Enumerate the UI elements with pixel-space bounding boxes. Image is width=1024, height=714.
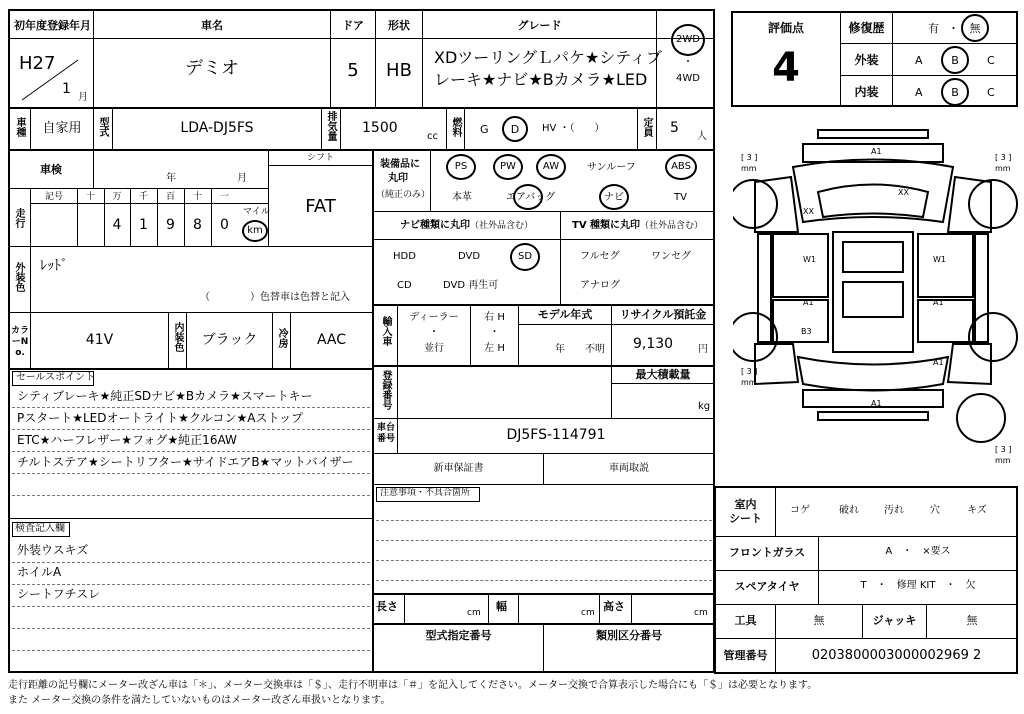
navi-type-label: ナビ種類に丸印（社外品含む） [400, 220, 534, 231]
registration-label: 登録番号 [380, 370, 391, 410]
seat-option: キズ [967, 505, 987, 516]
equip-abs: ABS [671, 161, 691, 172]
caution-label: 注意事項・不具合箇所 [380, 488, 471, 498]
exterior-grade-label: 外装 [854, 53, 879, 67]
height-unit: cm [694, 608, 708, 618]
int-a: A [915, 86, 923, 99]
repair-yes: 有 [928, 22, 939, 35]
navi-hdd: HDD [393, 251, 416, 262]
displacement-unit: cc [427, 131, 438, 142]
import-dealer: ディーラー [409, 312, 459, 323]
category-label: 類別区分番号 [596, 629, 662, 642]
exterior-color: ﾚｯﾄﾞ [40, 258, 68, 274]
manage-label: 管理番号 [723, 649, 768, 662]
equipment-sub: （純正のみ） [376, 190, 431, 200]
int-c: C [987, 86, 995, 99]
tv-analog: アナログ [580, 280, 620, 291]
glass-options: A ・ ×要ス [885, 546, 951, 557]
damage-label: A1 [933, 298, 944, 307]
inspection-year-unit: 年 [166, 173, 176, 184]
navi-cd: CD [397, 280, 412, 291]
exterior-color-note: （ ）色替車は色替と記入 [200, 292, 350, 303]
tread-depth: [ 3 ] [995, 445, 1012, 454]
tread-unit: mm [995, 456, 1011, 465]
tools-label: 工具 [734, 614, 757, 627]
footer-line2: また メーター交換の条件を満たしていないものはメーター改ざん車扱いとなります。 [8, 695, 391, 706]
recycle-unit: 円 [698, 344, 708, 355]
capacity-label: 定員 [641, 117, 652, 137]
km-label: km [247, 225, 263, 236]
shape-label: 形状 [388, 19, 410, 32]
car-body-diagram [733, 122, 1018, 478]
equip-airbag: エアバッグ [506, 192, 556, 203]
spare-label: スペアタイヤ [734, 580, 800, 593]
fuel-g: G [480, 123, 489, 136]
damage-label: W1 [803, 255, 816, 264]
tv-fullseg: フルセグ [580, 251, 620, 262]
shift: FAT [305, 196, 336, 217]
shape: HB [386, 60, 412, 81]
length-label: 長さ [376, 600, 398, 613]
mile-label: マイル [243, 207, 270, 217]
import-dot-2: ・ [489, 327, 500, 338]
ext-c: C [987, 54, 995, 67]
type-cert-label: 型式指定番号 [425, 629, 492, 642]
chassis: DJ5FS-114791 [506, 427, 606, 443]
import-dot: ・ [429, 327, 439, 338]
navi-dvd-play: DVD 再生可 [443, 280, 499, 291]
capacity: 5 [670, 120, 679, 136]
seat-option: 穴 [930, 505, 940, 516]
mileage-header: 十 [192, 192, 202, 202]
tread-unit: mm [995, 164, 1011, 173]
tv-oneseg: ワンセグ [651, 251, 691, 262]
recycle-label: リサイクル預託金 [619, 308, 707, 321]
displacement: 1500 [362, 120, 398, 136]
mileage-digit: 9 [166, 217, 175, 233]
mileage-symbol-label: 記号 [44, 192, 63, 202]
inspector-label: 検査記入欄 [15, 523, 65, 534]
interior-color: ブラック [201, 332, 258, 348]
seat-label: 室内 シート [729, 498, 762, 525]
car-name: デミオ [185, 58, 239, 79]
navi-dvd: DVD [458, 251, 481, 262]
ac: AAC [316, 332, 347, 348]
capacity-unit: 人 [697, 131, 707, 142]
color-no-label: カラーNo. [10, 326, 29, 358]
inspection-month-unit: 月 [237, 173, 247, 184]
interior-color-label: 内装色 [172, 322, 183, 352]
equip-pw: PW [500, 161, 516, 172]
damage-label: A1 [871, 399, 882, 408]
tools: 無 [813, 614, 825, 627]
jack: 無 [966, 614, 978, 627]
slash-divider [20, 58, 80, 102]
warranty: 新車保証書 [433, 463, 484, 474]
jack-label: ジャッキ [872, 614, 917, 627]
drive-2wd: 2WD [676, 34, 700, 45]
sales-points-label: セールスポイント [16, 372, 96, 383]
spare-options: T ・ 修理 KIT ・ 欠 [860, 580, 976, 591]
inspection-label: 車検 [40, 163, 62, 176]
manage-number: 0203800003000002969 2 [811, 648, 982, 663]
damage-label: XX [803, 207, 814, 216]
first-reg-month: 1 [62, 81, 71, 97]
sales-point-line: チルトステア★シートリフター★サイドエアB★マットバイザー [17, 455, 354, 469]
import-parallel: 並行 [424, 343, 444, 354]
damage-label: A1 [803, 298, 814, 307]
model: LDA-DJ5FS [180, 120, 254, 136]
doors: 5 [347, 60, 359, 81]
repair-dot: ・ [948, 22, 959, 35]
height-label: 高さ [603, 600, 625, 613]
damage-label: B3 [801, 327, 812, 336]
first-reg-era: H27 [19, 53, 56, 74]
length-unit: cm [467, 608, 481, 618]
ext-b: B [951, 54, 959, 67]
equip-leather: 本革 [452, 192, 472, 203]
seat-option: コゲ [790, 505, 810, 516]
tread-depth: [ 3 ] [995, 153, 1012, 162]
displacement-label: 排気量 [325, 111, 336, 141]
equip-sunroof: サンルーフ [587, 162, 636, 173]
damage-label: XX [898, 188, 909, 197]
mileage-digit: 0 [220, 217, 229, 233]
model-year-unit: 年 [555, 344, 565, 355]
max-load-label: 最大積載量 [635, 368, 691, 381]
mileage-header: 千 [138, 192, 148, 202]
shift-label: シフト [306, 153, 334, 163]
equipment-label-1: 装備品に [380, 159, 420, 170]
equip-tv: TV [674, 192, 687, 203]
seat-option: 汚れ [884, 505, 904, 516]
damage-label: W1 [933, 255, 946, 264]
max-load-unit: kg [698, 401, 711, 412]
inspector-note-line: ホイルA [17, 565, 62, 579]
tread-unit: mm [741, 378, 757, 387]
import-left: 左 H [484, 343, 505, 354]
width-label: 幅 [496, 600, 507, 613]
width-unit: cm [581, 608, 595, 618]
manual: 車両取説 [609, 463, 649, 474]
mileage-label: 走行 [13, 208, 24, 228]
mileage-digit: 4 [112, 217, 122, 233]
fuel-d: D [510, 123, 520, 136]
int-b: B [951, 86, 959, 99]
grade-label: グレード [517, 19, 562, 32]
equipment-label-2: 丸印 [388, 173, 408, 184]
mileage-header: 百 [165, 192, 175, 202]
import-label: 輸入車 [380, 316, 391, 346]
chassis-label: 車台 番号 [376, 423, 395, 444]
grade-line2: レーキ★ナビ★Bカメラ★LED [434, 70, 648, 89]
score-value: 4 [772, 45, 800, 91]
mileage-header: 万 [112, 192, 122, 202]
inspector-note-line: シートフチスレ [17, 587, 101, 601]
equip-ps: PS [454, 161, 468, 172]
import-right: 右 H [484, 312, 505, 323]
doors-label: ドア [342, 19, 364, 32]
sales-point-line: Pスタート★LEDオートライト★クルコン★Aストップ [17, 411, 304, 425]
grade-line1: XDツーリングＬパケ★シティブ [434, 48, 663, 67]
inspector-note-line: 外装ウスキズ [17, 543, 89, 557]
model-year-unknown: 不明 [585, 344, 605, 355]
color-no: 41V [85, 332, 114, 348]
damage-label: A1 [871, 147, 882, 156]
seat-option: 破れ [839, 505, 859, 516]
glass-label: フロントガラス [728, 546, 806, 559]
mileage-header: 十 [85, 192, 95, 202]
drive-4wd: 4WD [676, 73, 700, 84]
model-year-label: モデル年式 [537, 308, 593, 321]
damage-label: A1 [933, 358, 944, 367]
tv-type-label: TV 種類に丸印（社外品含む） [572, 220, 704, 231]
repair-no: 無 [969, 22, 981, 35]
mileage-header: 一 [219, 192, 229, 202]
usage: 自家用 [42, 121, 82, 136]
sales-point-line: ETC★ハーフレザー★フォグ★純正16AW [17, 433, 237, 447]
usage-label: 車種 [14, 117, 25, 137]
tread-depth: [ 3 ] [741, 153, 758, 162]
first-reg-month-unit: 月 [78, 92, 88, 103]
first-reg-label: 初年度登録年月 [14, 19, 91, 32]
exterior-color-label: 外装色 [13, 262, 24, 292]
tread-unit: mm [741, 164, 757, 173]
interior-grade-label: 内装 [854, 85, 879, 99]
car-name-label: 車名 [201, 19, 223, 32]
equip-navi: ナビ [604, 192, 624, 203]
navi-sd: SD [517, 251, 533, 262]
fuel-label: 燃料 [450, 117, 461, 137]
recycle: 9,130 [633, 336, 674, 352]
repair-label: 修復歴 [848, 21, 885, 35]
equip-aw: AW [542, 161, 560, 172]
tread-depth: [ 3 ] [741, 367, 758, 376]
mileage-digit: 1 [139, 217, 148, 233]
fuel-hv: HV ・（ ） [542, 123, 605, 134]
sales-point-line: シティブレーキ★純正SDナビ★Bカメラ★スマートキー [17, 389, 313, 403]
model-label: 型式 [97, 117, 108, 137]
ac-label: 冷房 [276, 328, 287, 348]
ext-a: A [915, 54, 923, 67]
mileage-digit: 8 [193, 217, 202, 233]
drive-dot: ・ [683, 57, 693, 68]
footer-line1: 走行距離の記号欄にメーター改ざん車は「＊」、メーター交換車は「＄」、走行不明車は「＃」を記入してください。メーター交換で合算表示した場合にも「＄」は必要となります。 [8, 680, 818, 691]
score-label: 評価点 [767, 21, 804, 35]
